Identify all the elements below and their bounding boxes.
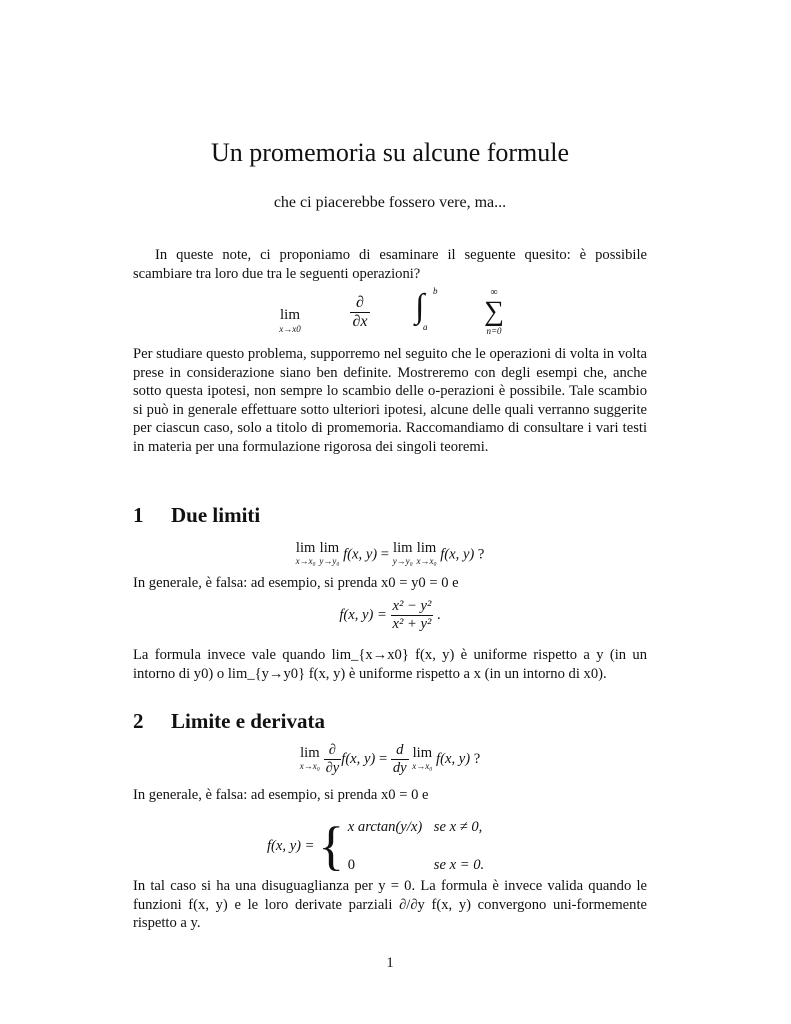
func-numerator: x² − y²: [392, 598, 432, 614]
document-subtitle: che ci piacerebbe fossero vere, ma...: [273, 194, 507, 211]
section-1-example: In generale, è falsa: ad esempio, si prenda x0 = y0 = 0 e: [133, 575, 459, 591]
section-1-question: lim x→x₀ lim y→y₀ f(x, y) = lim y→y₀ lim x→x₀ f(x, y) ?: [295, 540, 485, 566]
case-2-condition: se x = 0.: [433, 857, 485, 873]
section-1-title: Due limiti: [171, 503, 261, 527]
case-1-condition: se x ≠ 0,: [433, 819, 483, 835]
case-1-expression: x arctan(y/x): [347, 819, 423, 835]
integral-sign: ∫: [415, 288, 425, 325]
intro-paragraph: In queste note, ci proponiamo di esaminare il seguente quesito: è possibile scambiare tra loro due tra le seguenti operazioni?: [133, 247, 647, 282]
section-1-heading: [133, 503, 647, 528]
section-2-example: In generale, è falsa: ad esempio, si prenda x0 = 0 e: [133, 787, 429, 803]
section-2-piecewise: f(x, y) = { x arctan(y/x) se x ≠ 0, 0 se x = 0.: [267, 808, 647, 884]
lim-subscript: x→x0: [279, 324, 301, 334]
deriv-denominator: ∂x: [352, 313, 368, 330]
lim-text: lim: [279, 307, 300, 323]
func-denominator: x² + y²: [392, 616, 432, 632]
section-2-heading: [133, 709, 647, 734]
func-lhs: f(x, y) =: [339, 606, 387, 623]
integral-upper-bound: b: [433, 286, 438, 296]
sum-sign: ∑: [484, 296, 504, 327]
deriv-numerator: ∂: [350, 294, 369, 313]
section-1-function: f(x, y) = $\frac{\text{x² − y²}}{\text{x² + y²}}$ .: [339, 598, 441, 632]
section-1-conclusion: La formula invece vale quando lim_{x→x0} f(x, y) è uniforme rispetto a y (in un intorno di y0) o lim_{y→y0} f(x, y) è uniforme rispetto a x (in un intorno di x0).: [133, 647, 647, 682]
integral-operator: [411, 286, 441, 336]
case-2-expression: 0: [347, 857, 356, 873]
partial-derivative-operator: [345, 294, 375, 331]
section-1-number: 1: [133, 503, 144, 527]
limit-operator: [273, 306, 307, 334]
sum-operator: [477, 288, 511, 336]
page-number: 1: [386, 955, 394, 971]
sum-upper-bound: ∞: [490, 287, 498, 298]
section-2-conclusion: In tal caso si ha una disuguaglianza per y = 0. La formula è invece valida quando le funzioni f(x, y) e le loro derivate parziali ∂/∂y f(x, y) convergono uni-formemente rispetto a y.: [133, 878, 647, 932]
sum-lower-bound: n=0: [486, 326, 502, 336]
section-2-question: lim x→x₀ $\frac{\partial}{\partial y}$ f(x, y) = $\frac{d}{dy}$ lim x→x₀ f(x, y) ?: [299, 742, 481, 776]
section-2-title: Limite e derivata: [171, 709, 325, 733]
integral-lower-bound: a: [423, 322, 428, 332]
operations-row: [133, 286, 647, 342]
section-2-number: 2: [133, 709, 144, 733]
document-title: Un promemoria su alcune formule: [210, 138, 570, 167]
method-paragraph: Per studiare questo problema, supporremo nel seguito che le operazioni di volta in volta prese in considerazione siano ben definite. Mostreremo con degli esempi che, anche sotto questa ipotesi, non sempre lo scambio delle o-perazioni è possibile. Tale scambio si può in generale effettuare sotto ulteriori ipotesi, alcune delle quali verranno suggerite per ciascun caso, solo a titolo di promemoria. Raccomandiamo di consultare i vari testi in materia per una formulazione rigorosa dei singoli teoremi.: [133, 346, 647, 455]
